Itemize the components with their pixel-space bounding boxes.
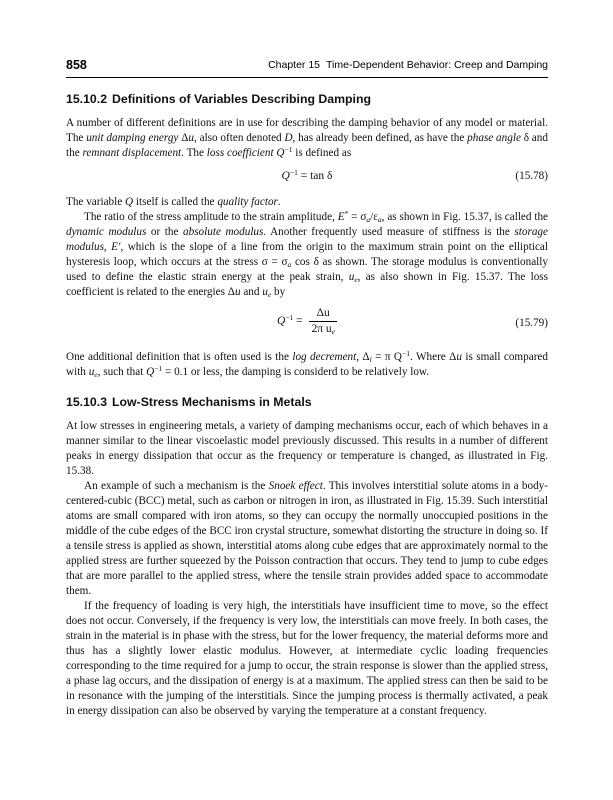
text-run: , as shown in Fig. 15.37, is called the	[381, 211, 549, 223]
math-var: Q	[277, 315, 286, 327]
section-heading-damping-definitions	[66, 92, 548, 107]
text-run: . The	[181, 147, 207, 159]
math-var: u	[348, 271, 355, 283]
equation-number: (15.79)	[515, 317, 548, 329]
text-run: /ε	[370, 211, 378, 223]
term-log-decrement: log decrement	[292, 351, 357, 363]
math-sup: −1	[154, 364, 163, 373]
text-run: , as also shown in Fig. 15.37. The loss coefficient is related to the energies Δ	[66, 271, 548, 298]
page-number: 858	[66, 58, 87, 72]
math-var: u	[188, 132, 194, 144]
math-var: u	[88, 366, 95, 378]
text-run: is defined as	[292, 147, 352, 159]
math-sub: e	[331, 327, 335, 336]
term-snoek-effect: Snoek effect	[268, 480, 323, 492]
equation-15-79	[66, 306, 548, 342]
math-var: E	[337, 211, 345, 223]
fraction	[309, 306, 337, 337]
equation-lhs	[277, 314, 303, 329]
fraction-denominator	[309, 322, 337, 337]
math-sub: l	[369, 355, 372, 364]
math-var: u	[262, 286, 268, 298]
term-dynamic-modulus: dynamic modulus	[66, 226, 147, 238]
section-heading-low-stress-mechanisms	[66, 395, 548, 410]
math-equals: =	[296, 315, 303, 327]
term-unit-damping-energy: unit damping energy	[86, 132, 179, 144]
text-run: , Δ	[356, 351, 370, 363]
paragraph: At low stresses in engineering metals, a variety of damping mechanisms occur, each of which behaves in a manner similar to the linear viscoelastic model previously discussed. This results in a number of different peaks in energy dissipation that occur as the frequency or temperature is changed, as illustrated in Fig. 15.38.	[66, 420, 548, 477]
chapter-label: Chapter 15	[268, 59, 321, 71]
page-body	[66, 92, 548, 719]
text-run: . Where Δ	[409, 351, 457, 363]
paragraph	[66, 116, 548, 161]
section-number: 15.10.2	[66, 92, 108, 106]
term-quality-factor: quality factor	[217, 196, 278, 208]
running-header	[66, 58, 548, 74]
math-var: Q	[281, 170, 290, 182]
equation-number: (15.78)	[515, 170, 548, 182]
math-sup: −1	[401, 349, 410, 358]
math-sup: −1	[289, 168, 298, 177]
section-number: 15.10.3	[66, 395, 108, 409]
text-run: = σ	[348, 211, 367, 223]
text-run: .	[277, 196, 281, 208]
text-run: and	[240, 286, 263, 298]
running-title	[268, 59, 548, 71]
term-absolute-modulus: absolute modulus	[183, 226, 264, 238]
section-title: Low-Stress Mechanisms in Metals	[112, 395, 312, 409]
fraction-numerator: Δu	[316, 307, 330, 319]
term-loss-coefficient: loss coefficient	[206, 147, 274, 159]
text-run: = π Q	[371, 351, 402, 363]
math-sub: a	[377, 215, 382, 224]
equation-inner	[277, 306, 337, 342]
text-run: itself is called the	[133, 196, 218, 208]
text-run: , such that	[97, 366, 147, 378]
paragraph	[66, 210, 548, 300]
math-sup: −1	[284, 145, 293, 154]
text-run: Δ	[178, 132, 189, 144]
text-run: . This involves interstitial solute atoms in a body-centered-cubic (BCC) metal, such as carbon or nitrogen in iron, as illustrated in Fig. 15.39. Such interstitial atoms are small compared with iron atoms, so they can occupy the normally unoccupied positions in the middle of the cube edges of the BCC iron crystal structure, somewhat distorting the structure in doing so. If a tensile stress is applied as shown, interstitial atoms along cube edges that are approximately normal to the applied stress are further squeezed by the Poisson contraction that occurs. They tend to jump to cube edges that are more parallel to the applied stress, where the tensile strain provides added space to accommodate them.	[66, 480, 548, 597]
term-storage-modulus: storage modulus	[66, 226, 548, 253]
text-run: δ and the	[66, 132, 548, 159]
text-run: = 0.1 or less, the damping is considerd to be relatively low.	[162, 366, 430, 378]
math-sup: −1	[285, 313, 294, 322]
math-var: E′	[111, 241, 121, 253]
math-var: Q	[146, 366, 155, 378]
text-run: . Another frequently used measure of stiffness is the	[263, 226, 515, 238]
text-run: A number of different definitions are in use for describing the damping behavior of any model or material. The	[66, 117, 548, 144]
term-phase-angle: phase angle	[467, 132, 521, 144]
math-var: D	[284, 132, 293, 144]
text-run: ,	[103, 241, 112, 253]
math-rhs: = tan δ	[297, 170, 333, 182]
math-var: Q	[273, 147, 285, 159]
math-sub: e	[94, 370, 98, 379]
text-run: An example of such a mechanism is the	[84, 480, 269, 492]
equation-15-78	[66, 167, 548, 189]
text-run: , also often denoted	[194, 132, 285, 144]
math-text: 2π u	[311, 323, 332, 335]
equation-expression	[66, 306, 548, 342]
text-run: , which is the slope of a line from the origin to the maximum strain point on the elliptical hysteresis loop, which occurs at the stress σ = σ	[66, 241, 549, 268]
paragraph	[66, 350, 548, 380]
text-run: , has already been defined, as have the	[292, 132, 468, 144]
term-remnant-displacement: remnant displacement	[82, 147, 182, 159]
text-run: The variable	[66, 196, 126, 208]
paragraph	[66, 479, 548, 599]
text-run: cos δ as shown. The storage modulus is conventionally used to define the elastic strain energy at the peak strain,	[66, 256, 548, 283]
chapter-title: Time-Dependent Behavior: Creep and Damping	[326, 59, 548, 71]
text-run: by	[271, 286, 286, 298]
paragraph	[66, 195, 548, 210]
text-run: or the	[146, 226, 183, 238]
equation-expression	[66, 169, 548, 184]
math-var: Q	[125, 196, 134, 208]
math-sub: a	[366, 215, 371, 224]
math-var: u	[234, 286, 241, 298]
header-rule	[66, 77, 548, 78]
text-run: One additional definition that is often used is the	[66, 351, 293, 363]
math-var: u	[456, 351, 462, 363]
text-run: The ratio of the stress amplitude to the strain amplitude,	[84, 211, 338, 223]
paragraph: If the frequency of loading is very high, the interstitials have insufficient time to move, so the effect does not occur. Conversely, if the frequency is very low, the interstitials can move freely. In both cases, the strain in the material is in phase with the stress, but for the lower frequency, the material deforms more and thus has a slightly lower elastic modulus. However, at intermediate cyclic loading frequencies corresponding to the time required for a jump to occur, the strain response is slower than the applied stress, a phase lag occurs, and the dissipation of energy is at a maximum. The applied stress can then be said to be in resonance with the jumping of the interstitials. Since the jumping process is thermally activated, a peak in energy dissipation can also be observed by varying the temperature at a constant frequency.	[66, 600, 548, 717]
text-run: is small compared with	[66, 351, 548, 378]
math-sub: a	[287, 260, 292, 269]
math-sub: e	[354, 275, 358, 284]
math-sub: e	[267, 290, 272, 299]
section-title: Definitions of Variables Describing Damping	[112, 92, 371, 106]
math-sup: *	[344, 209, 349, 218]
